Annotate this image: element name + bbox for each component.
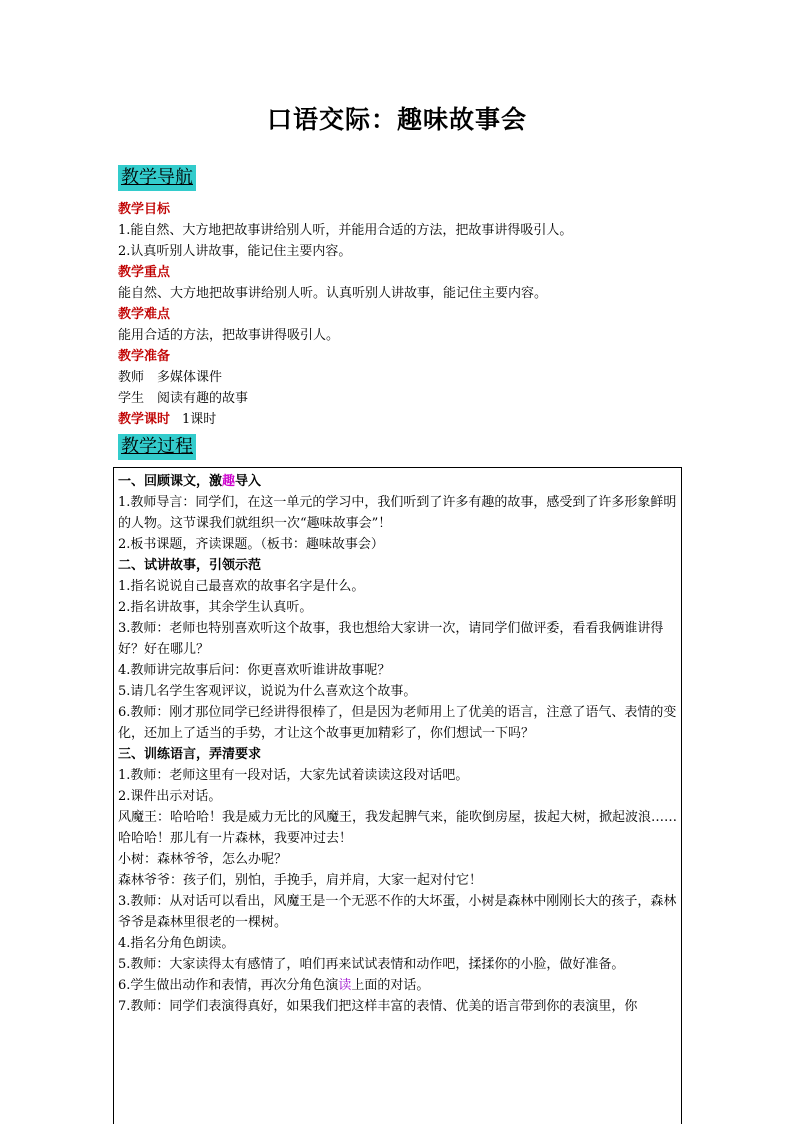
section-1-paragraph-2: 2.板书课题，齐读课题。（板书：趣味故事会） <box>118 537 384 552</box>
preparation-teacher: 教师 多媒体课件 <box>118 370 223 385</box>
section-3-paragraph-6-part-a: 6.学生做出动作和表情，再次分角色演 <box>118 978 339 993</box>
goal-1: 1.能自然、大方地把故事讲给别人听，并能用合适的方法，把故事讲得吸引人。 <box>118 223 573 238</box>
process-section-heading: 教学过程 <box>118 434 196 460</box>
preparation-label: 教学准备 <box>118 349 171 364</box>
section-3-paragraph-3: 3.教师：从对话可以看出，风魔王是一个无恶不作的大坏蛋，小树是森林中刚刚长大的孩子，森林爷爷是森林里很老的一棵树。 <box>118 894 677 930</box>
dialogue-wind-demon: 风魔王：哈哈哈！我是威力无比的风魔王，我发起脾气来，能吹倒房屋，拔起大树，掀起波浪……哈哈哈！那儿有一片森林，我要冲过去！ <box>118 810 678 846</box>
section-3-paragraph-6-part-b: 上面的对话。 <box>351 978 430 993</box>
section-2-paragraph-5: 5.请几名学生客观评议，说说为什么喜欢这个故事。 <box>118 684 417 699</box>
section-1-heading-highlight: 趣 <box>222 474 236 489</box>
difficulty-label: 教学难点 <box>118 307 171 322</box>
class-hours-text: 1课时 <box>182 412 217 427</box>
dialogue-little-tree: 小树：森林爷爷，怎么办呢？ <box>118 852 288 867</box>
class-hours <box>118 409 678 430</box>
page-title: 口语交际：趣味故事会 <box>266 105 527 134</box>
dialogue-forest-grandpa: 森林爷爷：孩子们，别怕，手挽手，肩并肩，大家一起对付它！ <box>118 873 483 888</box>
class-hours-label: 教学课时 <box>118 412 171 427</box>
goal-2: 2.认真听别人讲故事，能记住主要内容。 <box>118 244 352 259</box>
difficulty-text: 能用合适的方法，把故事讲得吸引人。 <box>118 328 340 343</box>
teaching-navigation <box>118 199 678 430</box>
section-3-paragraph-1: 1.教师：老师这里有一段对话，大家先试着读读这段对话吧。 <box>118 768 469 783</box>
section-3-heading: 三、训练语言，弄清要求 <box>118 747 262 762</box>
section-1-heading-part-a: 一、回顾课文，激 <box>118 474 223 489</box>
section-3-paragraph-7: 7.教师：同学们表演得真好，如果我们把这样丰富的表情、优美的语言带到你的表演里，你 <box>118 999 638 1014</box>
goal-label: 教学目标 <box>118 202 171 217</box>
nav-section-heading: 教学导航 <box>118 165 196 191</box>
section-1-paragraph-1: 1.教师导言：同学们，在这一单元的学习中，我们听到了许多有趣的故事，感受到了许多形象鲜明的人物。这节课我们就组织一次“趣味故事会”！ <box>118 495 677 531</box>
section-3-paragraph-4: 4.指名分角色朗读。 <box>118 936 235 951</box>
section-2-paragraph-6: 6.教师：刚才那位同学已经讲得很棒了，但是因为老师用上了优美的语言，注意了语气、表情的变化，还加上了适当的手势，才让这个故事更加精彩了，你们想试一下吗？ <box>118 705 677 741</box>
section-2-heading: 二、试讲故事，引领示范 <box>118 558 262 573</box>
section-3-paragraph-6-highlight: 读 <box>338 978 352 993</box>
section-1-heading <box>118 471 677 492</box>
section-3-paragraph-2: 2.课件出示对话。 <box>118 789 222 804</box>
key-point-text: 能自然、大方地把故事讲给别人听。认真听别人讲故事，能记住主要内容。 <box>118 286 548 301</box>
section-2-paragraph-3: 3.教师：老师也特别喜欢听这个故事，我也想给大家讲一次，请同学们做评委，看看我俩谁讲得好？好在哪儿？ <box>118 621 664 657</box>
section-1-heading-part-b: 导入 <box>235 474 262 489</box>
teaching-process-box <box>113 467 682 1124</box>
section-2-paragraph-2: 2.指名讲故事，其余学生认真听。 <box>118 600 313 615</box>
section-2-paragraph-1: 1.指名说说自己最喜欢的故事名字是什么。 <box>118 579 365 594</box>
section-3-paragraph-5: 5.教师：大家读得太有感情了，咱们再来试试表情和动作吧，揉揉你的小脸，做好准备。 <box>118 957 625 972</box>
preparation-student: 学生 阅读有趣的故事 <box>118 391 249 406</box>
section-2-paragraph-4: 4.教师讲完故事后问：你更喜欢听谁讲故事呢？ <box>118 663 391 678</box>
section-3-paragraph-6 <box>118 975 677 996</box>
key-point-label: 教学重点 <box>118 265 171 280</box>
